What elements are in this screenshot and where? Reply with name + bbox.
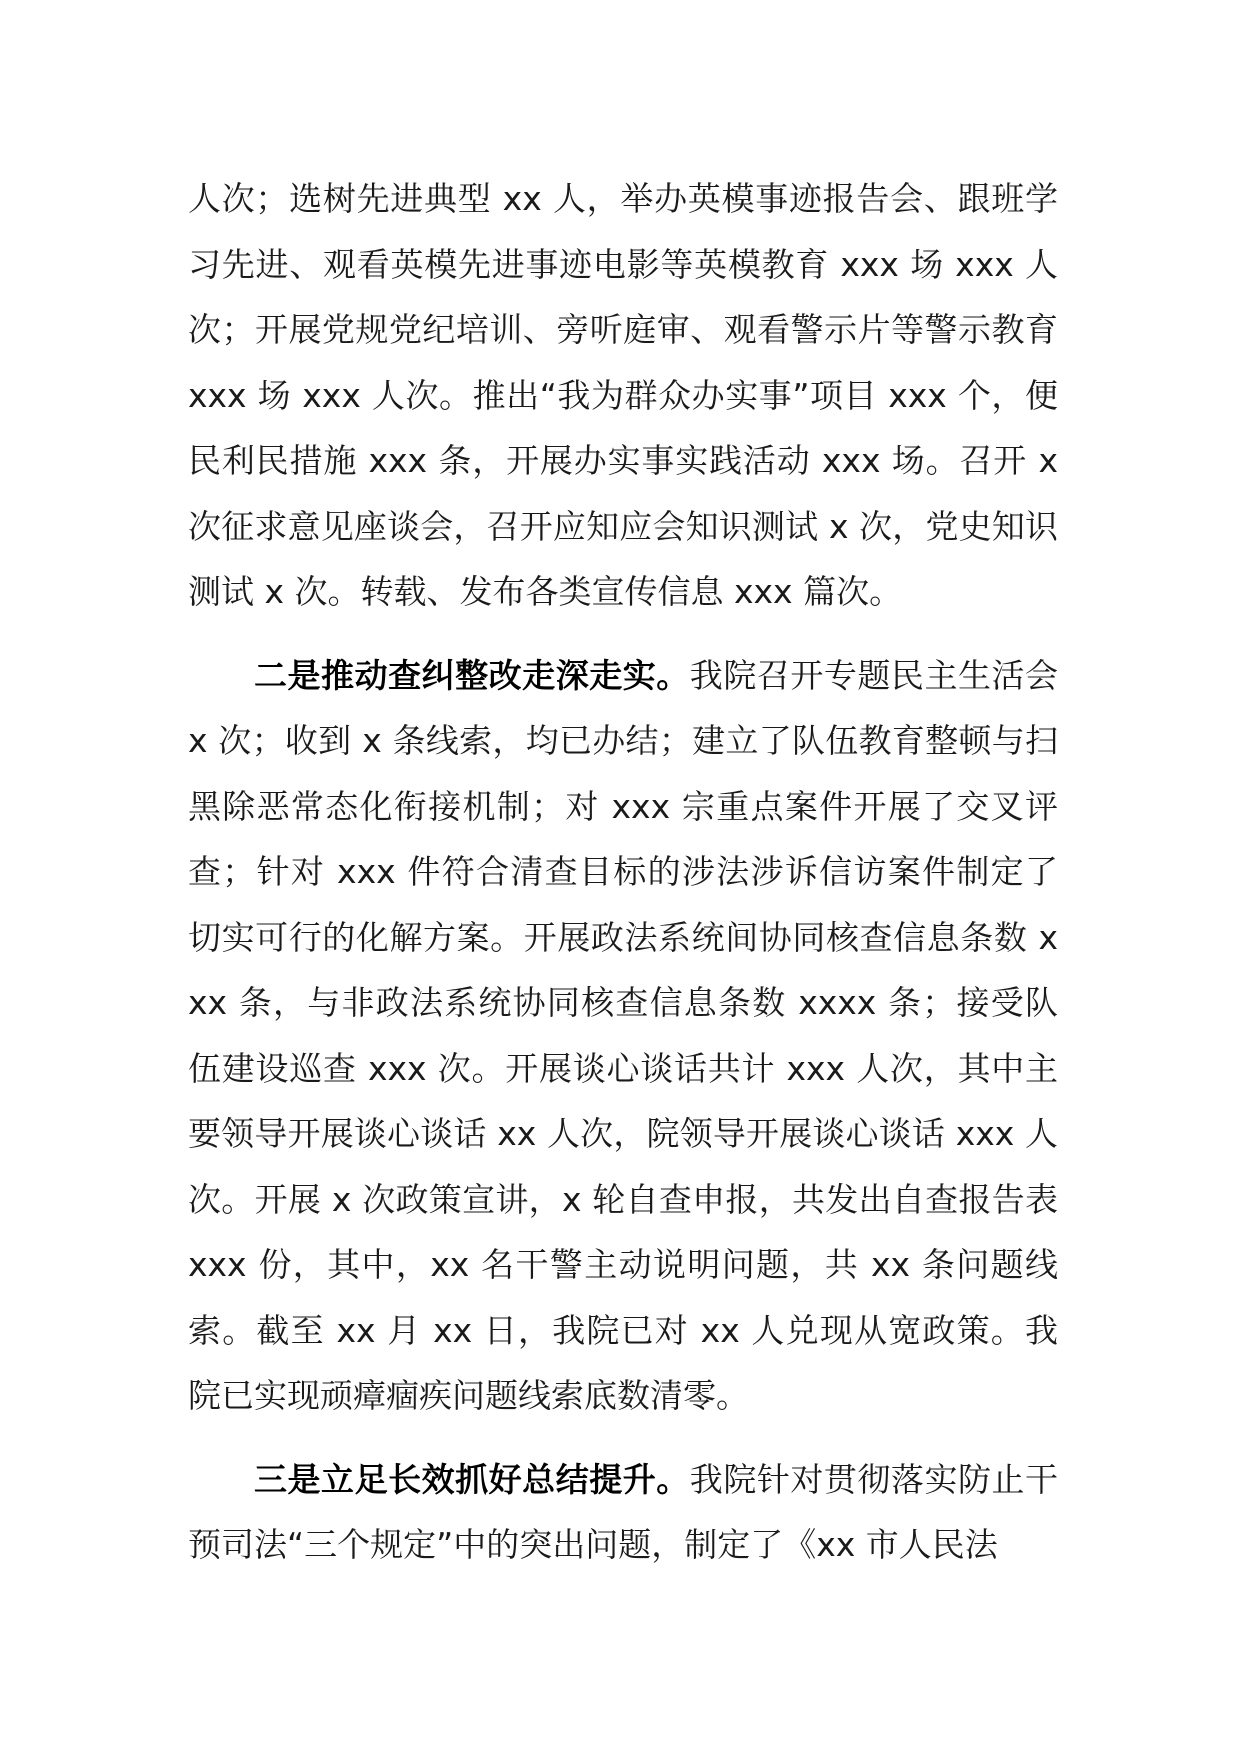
paragraph-text: 人次；选树先进典型 xx 人，举办英模事迹报告会、跟班学习先进、观看英模先进事迹电影等英模教育 xxx 场 xxx 人次；开展党规党纪培训、旁听庭审、观看警示片等警示教育 xxx 场 xxx 人次。推出“我为群众办实事”项目 xxx 个，便民利民措施 xxx 条，开展办实事实践活动 xxx 场。召开 x 次征求意见座谈会，召开应知应会知识测试 x 次，党史知识测试 x 次。转载、发布各类宣传信息 xxx 篇次。	[188, 179, 1058, 611]
document-body	[188, 166, 1058, 1578]
paragraph-text: 我院针对贯彻落实防止干预司法“三个规定”中的突出问题，制定了《xx 市人民法	[188, 1459, 1059, 1564]
paragraph-heading: 二是推动查纠整改走深走实。	[254, 655, 690, 695]
paragraph-continuation	[188, 166, 1058, 625]
paragraph-text: 我院召开专题民主生活会 x 次；收到 x 条线索，均已办结；建立了队伍教育整顿与扫黑除恶常态化衔接机制；对 xxx 宗重点案件开展了交叉评查；针对 xxx 件符合清查目标的涉法涉诉信访案件制定了切实可行的化解方案。开展政法系统间协同核查信息条数 xxx 条，与非政法系统协同核查信息条数 xxxx 条；接受队伍建设巡查 xxx 次。开展谈心谈话共计 xxx 人次，其中主要领导开展谈心谈话 xx 人次，院领导开展谈心谈话 xxx 人次。开展 x 次政策宣讲，x 轮自查申报，共发出自查报告表 xxx 份，其中，xx 名干警主动说明问题，共 xx 条问题线索。截至 xx 月 xx 日，我院已对 xx 人兑现从宽政策。我院已实现顽瘴痼疾问题线索底数清零。	[188, 655, 1059, 1415]
paragraph-heading: 三是立足长效抓好总结提升。	[254, 1459, 690, 1499]
paragraph-long-term	[188, 1447, 1058, 1578]
paragraph-rectification	[188, 643, 1058, 1429]
